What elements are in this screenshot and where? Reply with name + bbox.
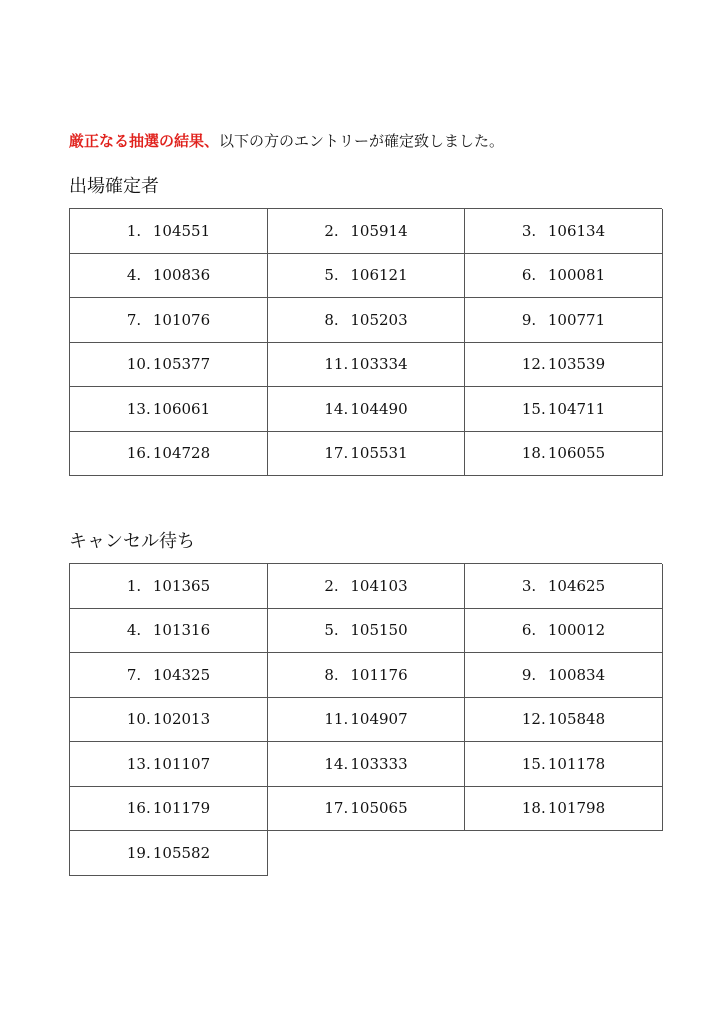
entry-number: 16.: [126, 444, 151, 463]
entry-number: 4.: [126, 621, 142, 640]
table-cell: [465, 698, 663, 743]
entry-number: 7.: [126, 310, 142, 329]
entry-number: 5.: [324, 266, 339, 285]
entry-id: 104325: [152, 665, 211, 684]
table-cell: [465, 387, 663, 432]
confirmed-title: 出場確定者: [69, 176, 159, 197]
table-cell: [465, 298, 663, 343]
confirmed-table: [69, 208, 662, 476]
table-cell: [70, 432, 268, 477]
table-cell: [70, 298, 268, 343]
entry-number: 14.: [324, 399, 349, 418]
entry-id: 101179: [152, 799, 211, 818]
entry-id: 106061: [152, 399, 211, 418]
entry-id: 105377: [152, 355, 211, 374]
entry-number: 6.: [521, 266, 537, 285]
entry-id: 101316: [152, 621, 211, 640]
waitlist-table: [69, 563, 662, 876]
table-cell: [465, 254, 663, 299]
entry-id: 104103: [350, 576, 408, 595]
entry-id: 105582: [152, 843, 211, 862]
entry-number: 7.: [126, 665, 142, 684]
table-cell: [268, 432, 465, 477]
entry-number: 10.: [126, 710, 151, 729]
entry-id: 102013: [152, 710, 211, 729]
table-cell: [268, 609, 465, 654]
entry-number: 6.: [521, 621, 537, 640]
entry-id: 100081: [547, 266, 606, 285]
entry-id: 103539: [547, 355, 606, 374]
entry-id: 103334: [350, 355, 408, 374]
entry-number: 18.: [521, 444, 546, 463]
entry-number: 12.: [521, 355, 546, 374]
intro-accent: 厳正なる抽選の結果、: [69, 132, 220, 150]
table-cell: [70, 254, 268, 299]
entry-number: 4.: [126, 266, 142, 285]
intro-rest: 以下の方のエントリーが確定致しました。: [219, 132, 505, 150]
entry-id: 105203: [350, 310, 408, 329]
entry-number: 13.: [126, 754, 151, 773]
entry-number: 8.: [324, 665, 339, 684]
entry-number: 14.: [324, 754, 349, 773]
entry-number: 17.: [324, 799, 349, 818]
entry-id: 101176: [350, 665, 408, 684]
entry-number: 11.: [324, 710, 349, 729]
entry-number: 19.: [126, 843, 151, 862]
entry-number: 9.: [521, 310, 537, 329]
table-cell: [465, 343, 663, 388]
entry-id: 106134: [547, 221, 606, 240]
table-cell: [465, 653, 663, 698]
entry-id: 105150: [350, 621, 408, 640]
entry-id: 106121: [350, 266, 408, 285]
table-cell: [70, 831, 268, 876]
entry-number: 2.: [324, 576, 339, 595]
table-cell: [70, 787, 268, 832]
entry-id: 100834: [547, 665, 606, 684]
entry-id: 104907: [350, 710, 408, 729]
entry-number: 1.: [126, 576, 142, 595]
table-cell: [465, 742, 663, 787]
table-cell: [465, 209, 663, 254]
table-cell: [70, 698, 268, 743]
entry-number: 10.: [126, 355, 151, 374]
entry-number: 18.: [521, 799, 546, 818]
entry-number: 3.: [521, 221, 537, 240]
table-cell: [465, 432, 663, 477]
table-cell: [268, 254, 465, 299]
entry-number: 13.: [126, 399, 151, 418]
table-cell: [70, 742, 268, 787]
waitlist-title: キャンセル待ち: [69, 531, 195, 552]
entry-number: 8.: [324, 310, 339, 329]
entry-id: 104490: [350, 399, 408, 418]
entry-id: 100012: [547, 621, 606, 640]
entry-id: 104711: [547, 399, 606, 418]
entry-id: 100836: [152, 266, 211, 285]
entry-id: 105065: [350, 799, 408, 818]
intro-text: [69, 130, 504, 152]
entry-id: 105531: [350, 444, 408, 463]
table-cell: [268, 387, 465, 432]
entry-number: 11.: [324, 355, 349, 374]
table-cell: [70, 343, 268, 388]
entry-id: 101798: [547, 799, 606, 818]
entry-id: 104551: [152, 221, 211, 240]
entry-number: 15.: [521, 399, 546, 418]
entry-id: 103333: [350, 754, 408, 773]
table-cell: [70, 564, 268, 609]
table-cell: [268, 209, 465, 254]
table-cell: [268, 564, 465, 609]
table-cell: [465, 609, 663, 654]
entry-id: 101365: [152, 576, 211, 595]
table-cell: [465, 787, 663, 832]
entry-id: 106055: [547, 444, 606, 463]
table-cell: [268, 343, 465, 388]
entry-number: 16.: [126, 799, 151, 818]
table-cell: [268, 787, 465, 832]
entry-id: 104625: [547, 576, 606, 595]
entry-number: 9.: [521, 665, 537, 684]
table-cell: [70, 209, 268, 254]
entry-number: 5.: [324, 621, 339, 640]
entry-id: 101107: [152, 754, 211, 773]
table-cell: [465, 564, 663, 609]
table-cell: [70, 387, 268, 432]
table-cell: [268, 698, 465, 743]
table-cell: [268, 742, 465, 787]
table-cell: [70, 609, 268, 654]
entry-id: 105848: [547, 710, 606, 729]
entry-id: 100771: [547, 310, 606, 329]
table-cell: [70, 653, 268, 698]
entry-number: 15.: [521, 754, 546, 773]
entry-number: 1.: [126, 221, 142, 240]
table-cell: [268, 653, 465, 698]
entry-id: 105914: [350, 221, 408, 240]
entry-id: 101178: [547, 754, 606, 773]
entry-number: 12.: [521, 710, 546, 729]
entry-id: 104728: [152, 444, 211, 463]
entry-id: 101076: [152, 310, 211, 329]
entry-number: 3.: [521, 576, 537, 595]
entry-number: 17.: [324, 444, 349, 463]
table-cell: [268, 298, 465, 343]
entry-number: 2.: [324, 221, 339, 240]
